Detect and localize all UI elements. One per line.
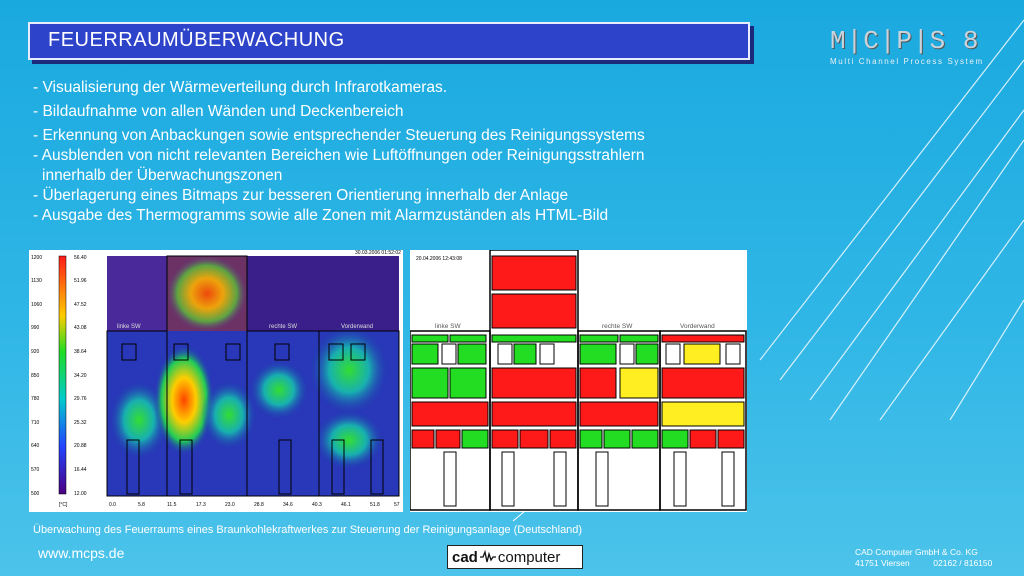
scale-tick-label: 500 (31, 491, 40, 497)
scale-tick-label: 850 (31, 373, 40, 379)
zone-label-right: rechte SW (602, 323, 633, 330)
x-tick-label: 23.0 (225, 502, 235, 508)
scale-tick-label: 1130 (31, 278, 42, 284)
bullet-item: - Bildaufnahme von allen Wänden und Deckenbereich (33, 103, 404, 120)
scale-tick-label: 47.52 (74, 302, 87, 308)
scale-tick-label: 38.64 (74, 349, 87, 355)
thermogram-graphic (29, 250, 403, 512)
company-info (855, 547, 992, 569)
scale-tick-label: 34.20 (74, 373, 87, 379)
zones-timestamp: 20.04.2006 12:43:08 (416, 256, 462, 262)
x-tick-label: 57 (394, 502, 400, 508)
computer-logo-text: computer (497, 548, 561, 566)
website-link[interactable]: www.mcps.de (38, 545, 125, 561)
page-title: FEUERRAUMÜBERWACHUNG (48, 29, 345, 51)
scale-tick-label: 570 (31, 467, 40, 473)
scale-tick-label: 920 (31, 349, 40, 355)
x-tick-label: 34.6 (283, 502, 293, 508)
scale-unit: [°C] (59, 502, 68, 508)
bullet-item: - Ausblenden von nicht relevanten Bereichen wie Luftöffnungen oder Reinigungsstrahlern (33, 147, 645, 164)
x-tick-label: 51.8 (370, 502, 380, 508)
bullet-item: innerhalb der Überwachungszonen (42, 167, 283, 184)
zone-label-front: Vorderwand (680, 323, 715, 330)
bullet-item: - Visualisierung der Wärmeverteilung durch Infrarotkameras. (33, 79, 448, 96)
pointer-line (512, 510, 526, 522)
region-label-right: rechte SW (269, 324, 298, 330)
company-name: CAD Computer GmbH & Co. KG (855, 547, 978, 557)
scale-tick-label: 51.96 (74, 278, 87, 284)
scale-tick-label: 710 (31, 420, 40, 426)
scale-tick-label: 1200 (31, 255, 43, 261)
x-tick-label: 11.5 (167, 502, 177, 508)
x-tick-label: 46.1 (341, 502, 351, 508)
company-address: 41751 Viersen 02162 / 816150 (855, 558, 993, 568)
scale-tick-label: 25.32 (74, 420, 87, 426)
image-caption: Überwachung des Feuerraums eines Braunkohlekraftwerkes zur Steuerung der Reinigungsanlage (Deutschland) (33, 524, 583, 536)
bullet-item: - Überlagerung eines Bitmaps zur besseren Orientierung innerhalb der Anlage (33, 187, 569, 204)
scale-tick-label: 56.40 (74, 255, 87, 261)
cad-computer-logo (447, 545, 583, 569)
x-tick-label: 0.0 (109, 502, 116, 508)
scale-tick-label: 20.88 (74, 443, 87, 449)
bullet-item: - Ausgabe des Thermogramms sowie alle Zonen mit Alarmzuständen als HTML-Bild (33, 207, 609, 224)
scale-tick-label: 29.76 (74, 396, 87, 402)
scale-tick-label: 640 (31, 443, 40, 449)
scale-tick-label: 12.00 (74, 491, 87, 497)
zone-label-left: linke SW (435, 323, 461, 330)
region-label-front: Vorderwand (341, 324, 374, 330)
zone-alarm-graphic (410, 250, 747, 512)
title-banner (28, 22, 750, 60)
zone-alarm-image (410, 250, 747, 512)
region-label-left: linke SW (117, 324, 141, 330)
logo-subtitle: Multi Channel Process System (830, 57, 984, 66)
scale-tick-label: 16.44 (74, 467, 87, 473)
bullet-item: - Erkennung von Anbackungen sowie entsprechender Steuerung des Reinigungssystems (33, 127, 645, 144)
x-tick-label: 28.8 (254, 502, 264, 508)
wave-icon (480, 549, 496, 565)
thermo-timestamp: 30.03.2006 01:52:02 (355, 250, 401, 256)
mcps-logo (830, 26, 1010, 70)
cad-logo-text: cad (452, 548, 478, 566)
scale-tick-label: 780 (31, 396, 40, 402)
logo-text: M|C|P|S 8 (830, 26, 980, 56)
x-tick-label: 40.3 (312, 502, 322, 508)
x-tick-label: 5.8 (138, 502, 145, 508)
scale-tick-label: 43.08 (74, 325, 87, 331)
x-tick-label: 17.3 (196, 502, 206, 508)
scale-tick-label: 990 (31, 325, 40, 331)
thermogram-image (29, 250, 403, 512)
feature-list (33, 78, 793, 226)
scale-tick-label: 1060 (31, 302, 43, 308)
